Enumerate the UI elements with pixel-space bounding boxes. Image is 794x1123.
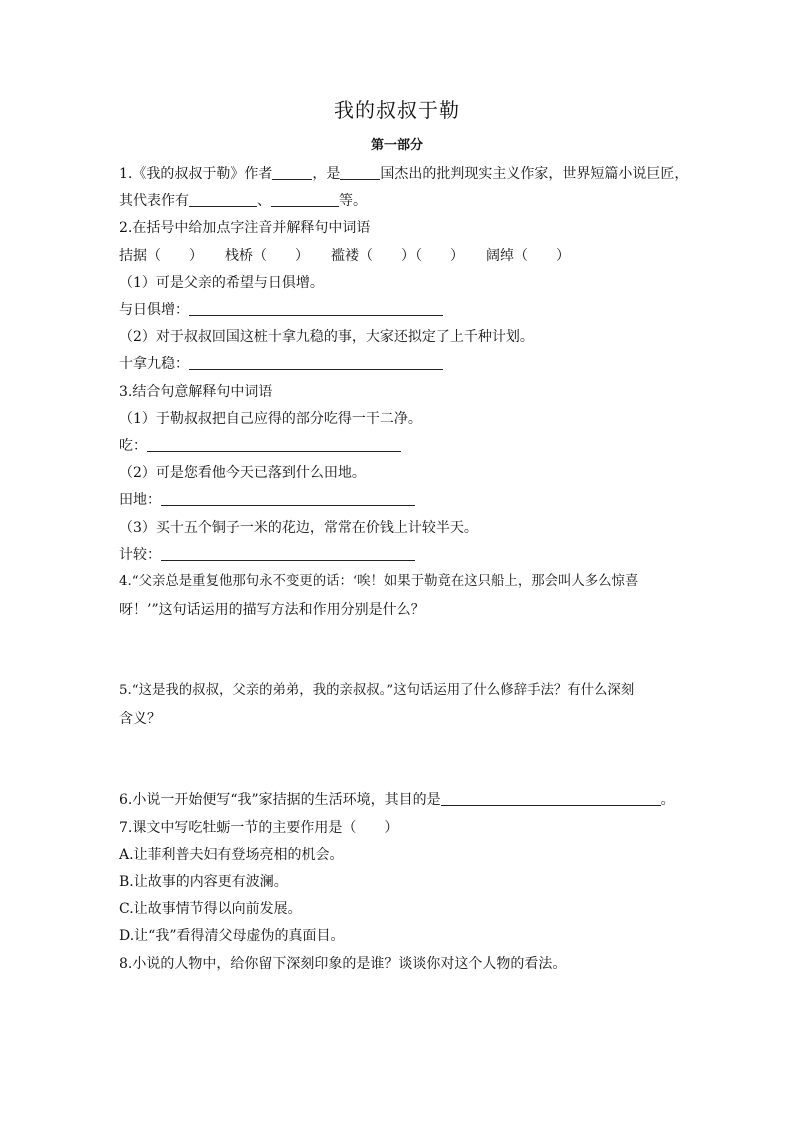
- q2-term-2: 十拿九稳：: [119, 356, 189, 372]
- q2-term-1: 与日俱增：: [119, 302, 189, 318]
- q3-term-3: 计较：: [119, 547, 161, 563]
- q1-work-blank-1[interactable]: [189, 192, 257, 207]
- q1-text-a: 1.《我的叔叔于勒》作者: [119, 166, 273, 182]
- question-3-stem: 3.结合句意解释句中词语: [119, 384, 273, 400]
- q3-sentence-2: （2）可是您看他今天已落到什么田地。: [119, 465, 366, 481]
- question-6-line: [119, 790, 699, 810]
- q1-work-blank-2[interactable]: [271, 192, 339, 207]
- question-7-stem: 7.课文中写吃牡蛎一节的主要作用是（ ）: [119, 820, 399, 836]
- q1-text-d: 其代表作有: [119, 193, 189, 209]
- q7-option-b: B.让故事的内容更有波澜。: [119, 874, 288, 890]
- q7-option-c: C.让故事情节得以向前发展。: [119, 901, 302, 917]
- question-5-line-2: 含义？: [119, 711, 161, 727]
- q6-answer-blank[interactable]: [441, 791, 661, 806]
- q1-country-blank[interactable]: [340, 165, 380, 180]
- q3-sentence-1: （1）于勒叔叔把自己应得的部分吃得一干二净。: [119, 411, 422, 427]
- question-4-line-1: 4.“父亲总是重复他那句永不变更的话：‘唉！如果于勒竟在这只船上，那会叫人多么惊喜: [119, 574, 639, 589]
- question-2-words: [119, 246, 699, 266]
- section-heading: 第一部分: [370, 138, 423, 153]
- q3-term-1-line: [119, 436, 699, 456]
- q2-term-2-blank[interactable]: [189, 355, 443, 370]
- page-title: 我的叔叔于勒: [334, 98, 460, 122]
- q1-text-b: ，是: [312, 166, 341, 182]
- q3-term-2: 田地：: [119, 492, 161, 508]
- q3-term-2-line: [119, 490, 699, 510]
- q1-text-c: 国杰出的批判现实主义作家，世界短篇小说巨匠，: [380, 166, 689, 182]
- q3-term-2-blank[interactable]: [161, 491, 415, 506]
- q3-term-3-blank[interactable]: [161, 546, 415, 561]
- q2-term-1-line: [119, 300, 699, 320]
- q7-option-a: A.让菲利普夫妇有登场亮相的机会。: [119, 847, 344, 863]
- q1-text-e: 、: [257, 193, 271, 209]
- q2-word-2: 栈桥（ ）: [225, 248, 309, 264]
- q3-term-1: 吃：: [119, 438, 147, 454]
- q2-word-1: 拮据（ ）: [119, 248, 203, 264]
- q2-word-3: 褴褛（ ）（ ）: [331, 248, 464, 264]
- question-8: 8.小说的人物中，给你留下深刻印象的是谁？谈谈你对这个人物的看法。: [119, 956, 567, 972]
- q3-term-3-line: [119, 545, 699, 565]
- question-5-line-1: 5.“这是我的叔叔，父亲的弟弟，我的亲叔叔。”这句话运用了什么修辞手法？有什么深刻: [119, 683, 635, 698]
- q3-sentence-3: （3）买十五个铜子一米的花边，常常在价钱上计较半天。: [119, 520, 478, 536]
- q1-text-f: 等。: [339, 193, 367, 209]
- q7-option-d: D.让“我”看得清父母虚伪的真面目。: [119, 928, 345, 944]
- q3-term-1-blank[interactable]: [147, 437, 401, 452]
- q6-text-a: 6.小说一开始便写“我”家拮据的生活环境，其目的是: [119, 792, 441, 808]
- q2-term-2-line: [119, 354, 699, 374]
- q2-word-4: 阔绰（ ）: [486, 248, 570, 264]
- question-1-line-2: [119, 191, 699, 211]
- q1-author-blank[interactable]: [272, 165, 312, 180]
- q2-sentence-1: （1）可是父亲的希望与日俱增。: [119, 275, 324, 291]
- question-4-line-2: 呀！’”这句话运用的描写方法和作用分别是什么？: [119, 602, 425, 618]
- question-1-line-1: [119, 164, 699, 184]
- q6-text-b: 。: [660, 792, 675, 808]
- q2-term-1-blank[interactable]: [189, 301, 443, 316]
- q2-sentence-2: （2）对于叔叔回国这桩十拿九稳的事，大家还拟定了上千种计划。: [119, 329, 534, 345]
- question-2-stem: 2.在括号中给加点字注音并解释句中词语: [119, 220, 371, 236]
